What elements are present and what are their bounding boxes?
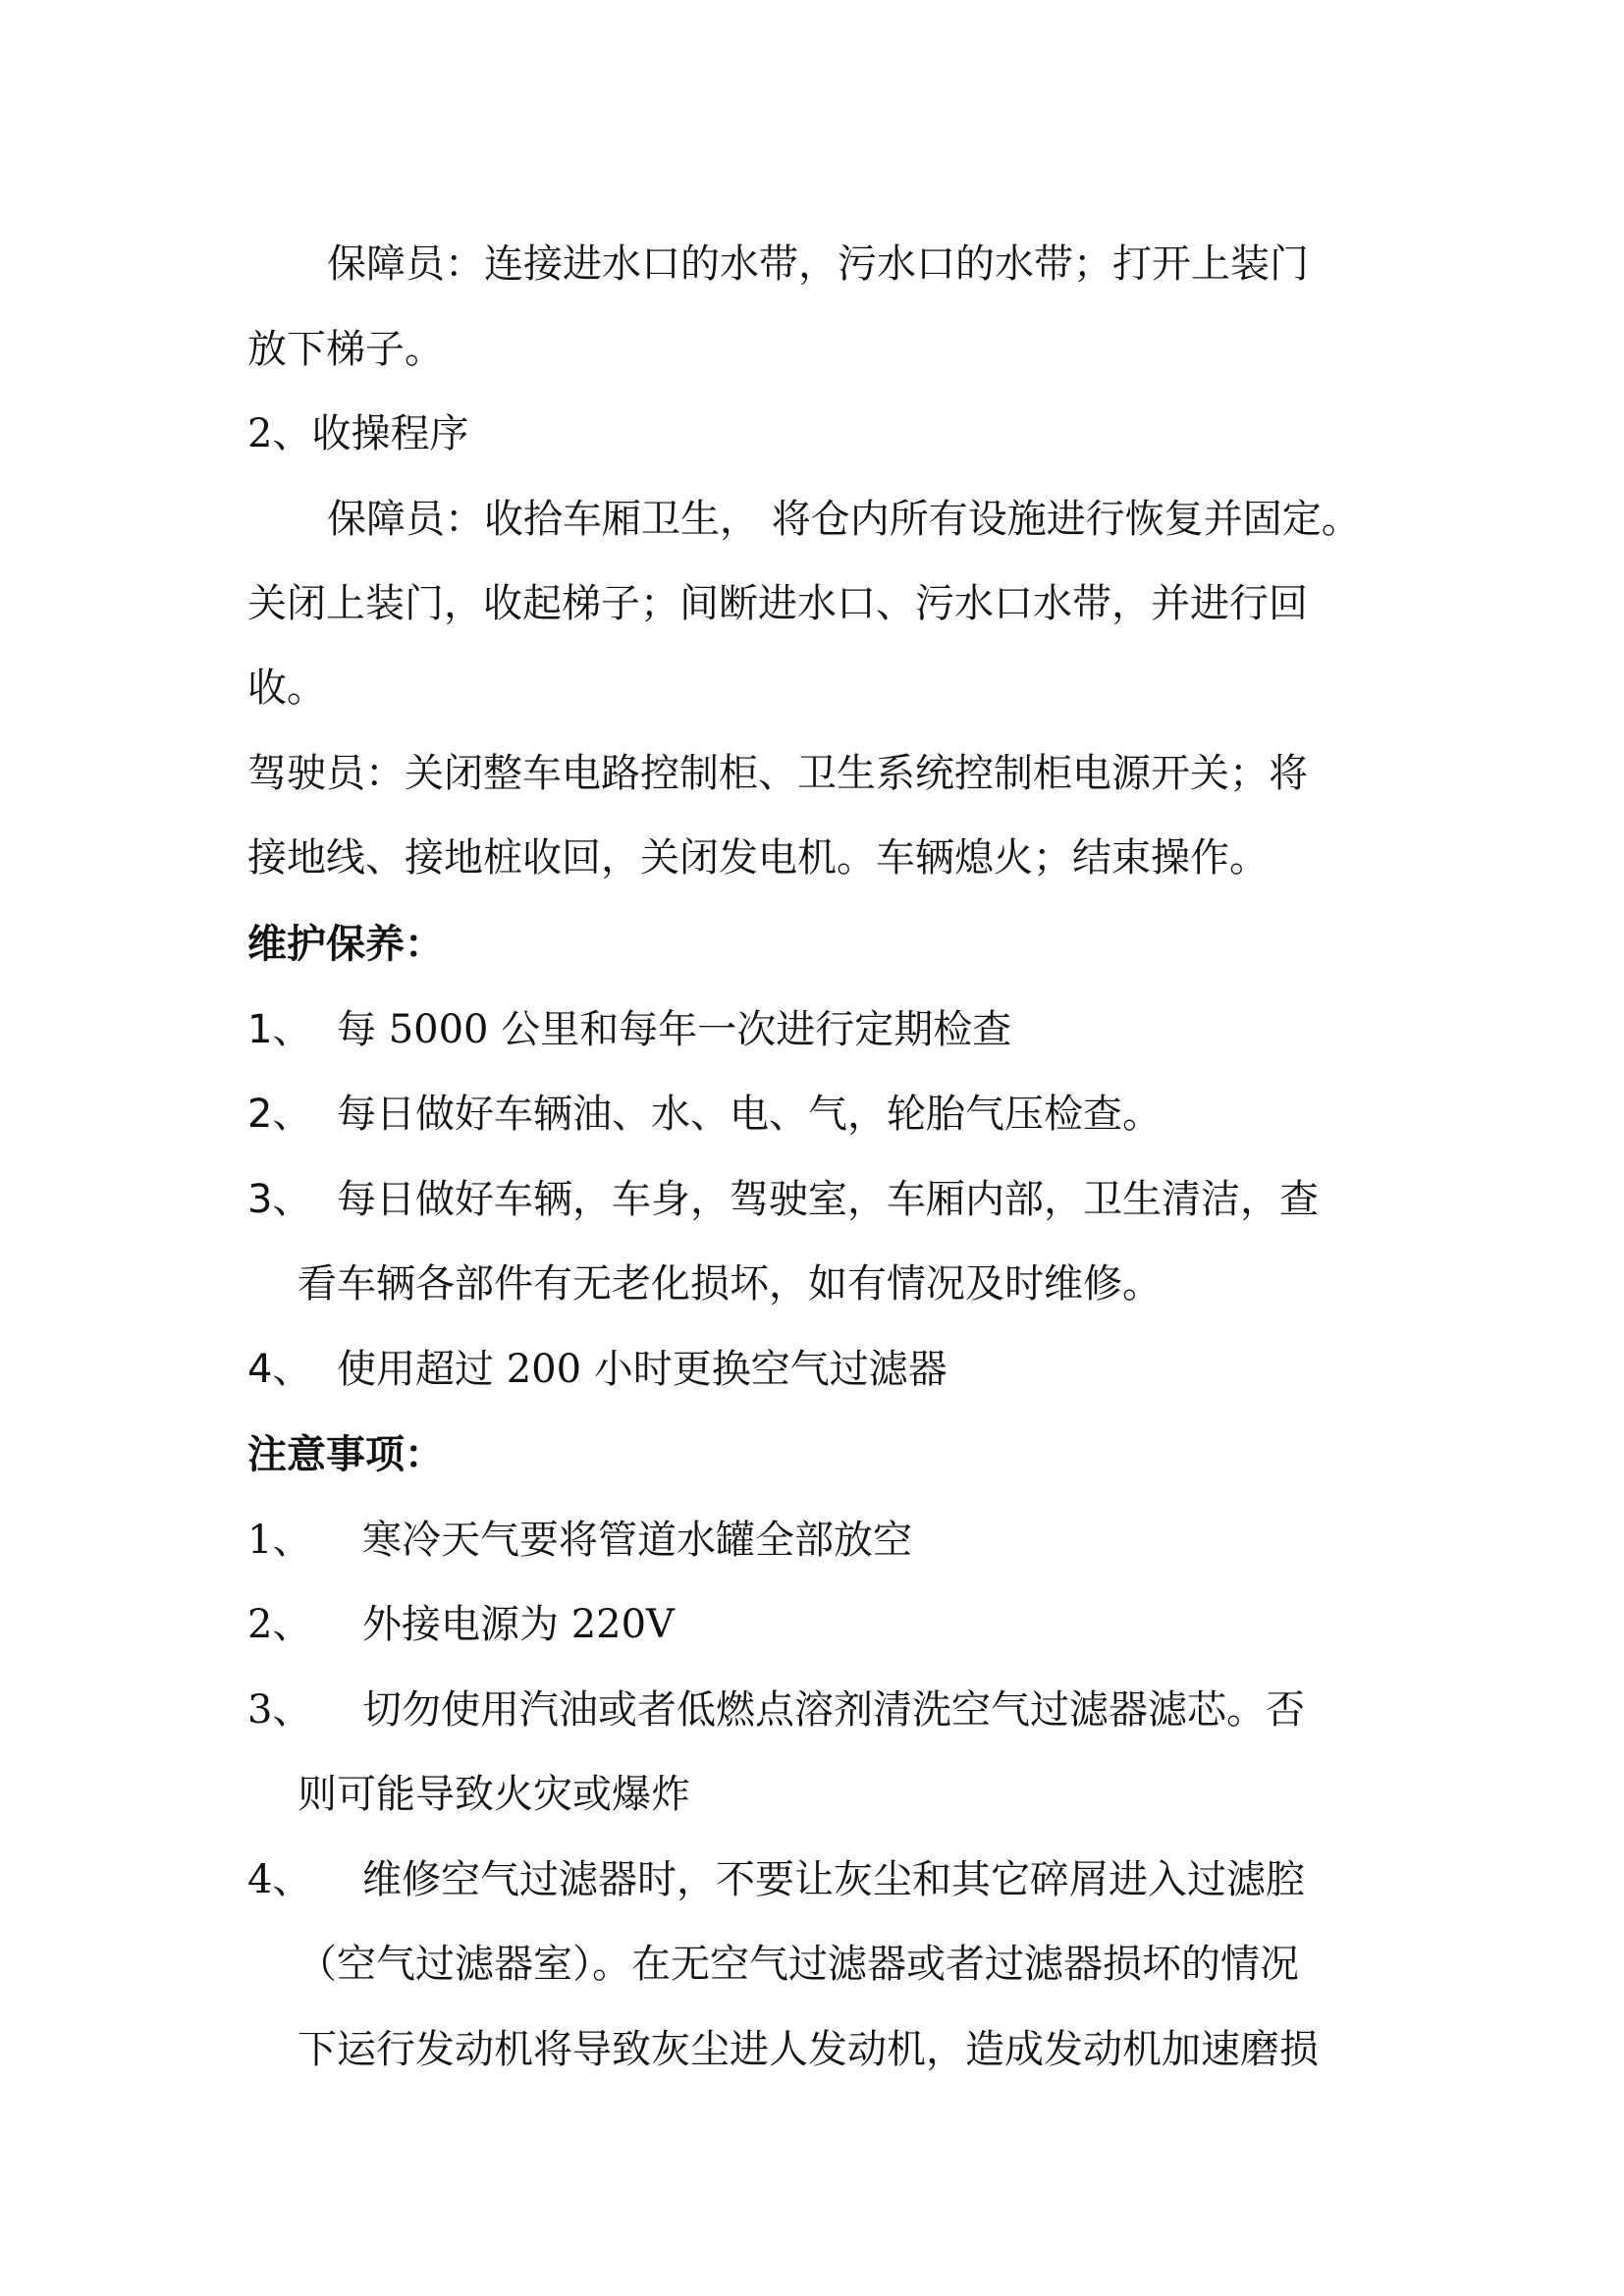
retract-security-line-3: 收。: [247, 666, 326, 711]
precaution-item-text: 外接电源为 220V: [362, 1602, 675, 1647]
deploy-security-line-1: 保障员：连接进水口的水带，污水口的水带；打开上装门: [327, 241, 1309, 287]
maintenance-heading: 维护保养：: [247, 922, 444, 967]
precaution-item-4-continuation-1: （空气过滤器室）。在无空气过滤器或者过滤器损坏的情况: [298, 1942, 1299, 1987]
deploy-security-line-2: 放下梯子。: [247, 327, 444, 372]
retract-security-line-2: 关闭上装门，收起梯子；间断进水口、污水口水带，并进行回: [247, 581, 1308, 626]
maintenance-item-2: [247, 1089, 1162, 1140]
precaution-item-number: 3、: [247, 1687, 312, 1733]
precaution-item-4-continuation-2: 下运行发动机将导致灰尘进人发动机，造成发动机加速磨损: [298, 2027, 1319, 2072]
precaution-item-text: 寒冷天气要将管道水罐全部放空: [362, 1518, 912, 1563]
precaution-item-1: [247, 1515, 912, 1566]
maintenance-item-number: 1、: [247, 1007, 312, 1052]
maintenance-item-3-continuation: 看车辆各部件有无老化损坏，如有情况及时维修。: [298, 1261, 1162, 1307]
driver-line-1: 驾驶员：关闭整车电路控制柜、卫生系统控制柜电源开关；将: [247, 751, 1308, 796]
maintenance-item-text: 每日做好车辆，车身，驾驶室，车厢内部，卫生清洁，查: [337, 1177, 1319, 1222]
maintenance-item-number: 2、: [247, 1092, 312, 1137]
precaution-item-number: 1、: [247, 1518, 312, 1563]
maintenance-item-text: 每 5000 公里和每年一次进行定期检查: [337, 1007, 1012, 1052]
precaution-item-3: [247, 1684, 1305, 1735]
retract-security-line-1: 保障员：收拾车厢卫生， 将仓内所有设施进行恢复并固定。: [327, 497, 1361, 542]
precaution-item-3-continuation: 则可能导致火灾或爆炸: [298, 1772, 690, 1817]
precaution-item-text: 维修空气过滤器时，不要让灰尘和其它碎屑进入过滤腔: [362, 1857, 1305, 1902]
maintenance-item-number: 4、: [247, 1347, 312, 1392]
precaution-item-text: 切勿使用汽油或者低燃点溶剂清洗空气过滤器滤芯。否: [362, 1687, 1305, 1733]
precaution-item-4: [247, 1854, 1305, 1905]
maintenance-item-1: [247, 1004, 1011, 1055]
retract-procedure-title: 2、收操程序: [247, 411, 469, 456]
driver-line-2: 接地线、接地桩收回，关闭发电机。车辆熄火；结束操作。: [247, 835, 1269, 881]
maintenance-item-text: 每日做好车辆油、水、电、气，轮胎气压检查。: [337, 1092, 1162, 1137]
precaution-item-2: [247, 1599, 675, 1650]
maintenance-item-4: [247, 1344, 947, 1395]
precaution-item-number: 2、: [247, 1602, 312, 1647]
precautions-heading: 注意事项：: [247, 1432, 444, 1477]
maintenance-item-text: 使用超过 200 小时更换空气过滤器: [337, 1347, 947, 1392]
maintenance-item-3: [247, 1174, 1319, 1225]
precaution-item-number: 4、: [247, 1857, 312, 1902]
maintenance-item-number: 3、: [247, 1177, 312, 1222]
